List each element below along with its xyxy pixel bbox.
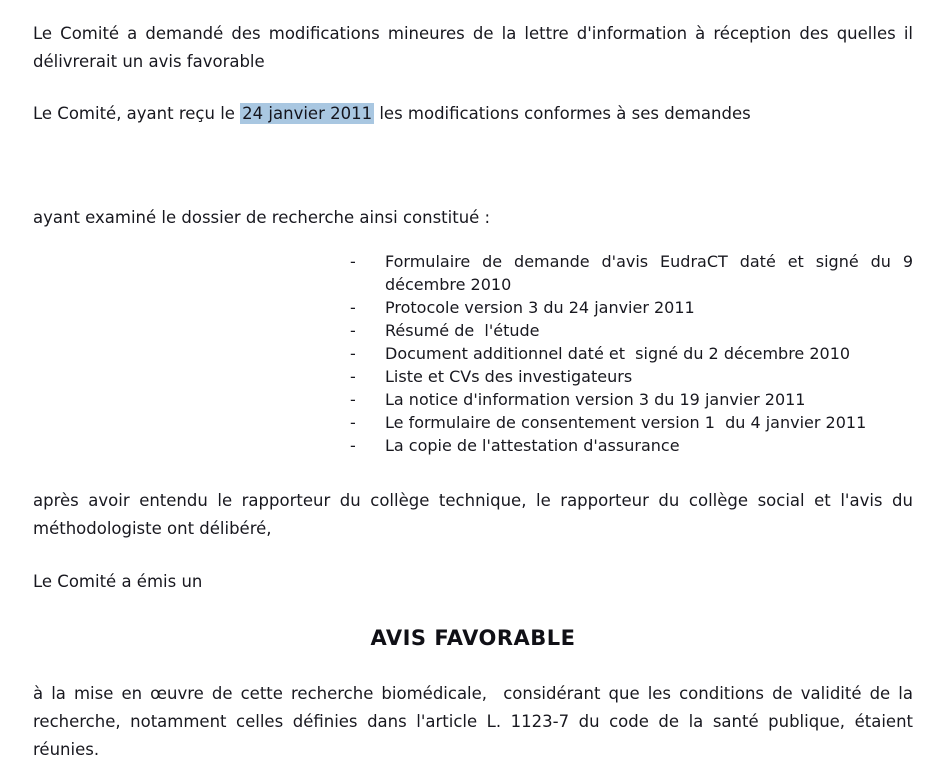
list-item (350, 296, 913, 319)
verdict-heading: AVIS FAVORABLE (370, 626, 576, 650)
list-item-text: Liste et CVs des investigateurs (385, 367, 633, 386)
list-item (350, 388, 913, 411)
list-item (350, 342, 913, 365)
bullet-dash: - (350, 252, 356, 271)
list-item (350, 365, 913, 388)
bullet-dash: - (350, 344, 356, 363)
paragraph-reception-date (33, 100, 913, 128)
list-item-text: Formulaire de demande d'avis EudraCT daté et signé du 9 décembre 2010 (385, 252, 913, 294)
list-item-text: Protocole version 3 du 24 janvier 2011 (385, 298, 695, 317)
bullet-dash: - (350, 321, 356, 340)
paragraph-modifications-request: Le Comité a demandé des modifications mineures de la lettre d'information à réception des quelles il délivrerait un avis favorable (33, 24, 913, 71)
bullet-dash: - (350, 413, 356, 432)
list-item (350, 434, 913, 457)
bullet-dash: - (350, 367, 356, 386)
bullet-dash: - (350, 436, 356, 455)
list-item (350, 411, 913, 434)
bullet-dash: - (350, 298, 356, 317)
highlighted-date: 24 janvier 2011 (242, 104, 373, 123)
paragraph-dossier-intro: ayant examiné le dossier de recherche ainsi constitué : (33, 208, 491, 227)
list-item (350, 250, 913, 296)
list-item-text: Document additionnel daté et signé du 2 décembre 2010 (385, 344, 851, 363)
list-item-text: Le formulaire de consentement version 1 du 4 janvier 2011 (385, 413, 867, 432)
bullet-dash: - (350, 390, 356, 409)
paragraph-emis-un: Le Comité a émis un (33, 572, 203, 591)
dossier-list (350, 250, 913, 457)
paragraph-rapporteurs: après avoir entendu le rapporteur du collège technique, le rapporteur du collège social et l'avis du méthodologiste ont délibéré, (33, 491, 913, 538)
list-item-text: Résumé de l'étude (385, 321, 540, 340)
paragraph-reception-prefix: Le Comité, ayant reçu le (33, 104, 241, 123)
list-item-text: La copie de l'attestation d'assurance (385, 436, 680, 455)
list-item-text: La notice d'information version 3 du 19 janvier 2011 (385, 390, 806, 409)
list-item (350, 319, 913, 342)
paragraph-reception-suffix: les modifications conformes à ses demandes (374, 104, 751, 123)
paragraph-conclusion: à la mise en œuvre de cette recherche biomédicale, considérant que les conditions de validité de la recherche, notamment celles définies dans l'article L. 1123-7 du code de la santé publique, étaient réunies. (33, 684, 913, 759)
